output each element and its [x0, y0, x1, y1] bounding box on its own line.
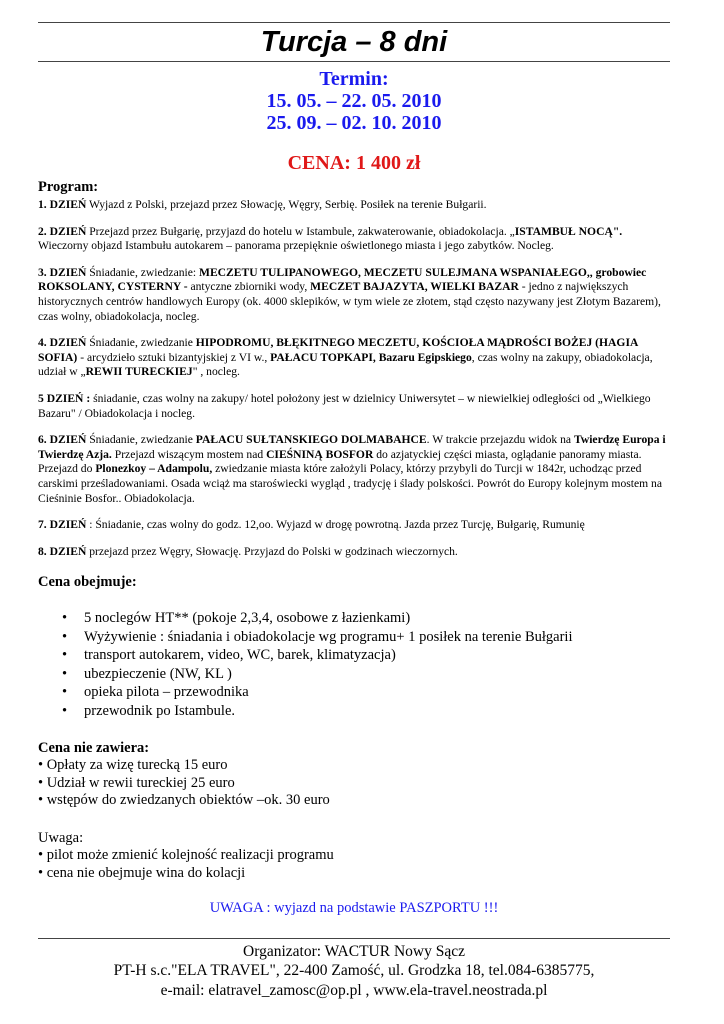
text: " , nocleg.: [192, 365, 240, 379]
program-day: [38, 518, 670, 533]
bullet-icon: •: [62, 684, 68, 701]
text: Przejazd wiszącym mostem nad: [111, 447, 267, 461]
program-day: [38, 545, 670, 560]
text: śniadanie, czas wolny na zakupy/ hotel położony jest w dzielnicy Uniwersytet – w niewielkiej odległości od „Wielkiego Bazaru" / Obiadokolacja i nocleg.: [38, 391, 651, 420]
text: : Śniadanie, czas wolny do godz. 12,oo. Wyjazd w drogę powrotną. Jazda przez Turcję, Bułgarię, Rumunię: [86, 518, 585, 532]
text: Wyjazd z Polski, przejazd przez Słowację, Węgry, Serbię. Posiłek na terenie Bułgarii.: [86, 198, 487, 211]
list-item: • Wyżywienie : śniadania i obiadokolacje wg programu+ 1 posiłek na terenie Bułgarii: [62, 628, 573, 645]
bullet-icon: •: [62, 628, 68, 645]
bold-text: 6. DZIEŃ: [38, 433, 87, 447]
program-day: [38, 336, 670, 380]
bullet-icon: •: [62, 647, 68, 664]
bold-text: REWII TURECKIEJ: [85, 365, 193, 379]
notes-item: • cena nie obejmuje wina do kolacji: [38, 864, 246, 881]
bold-text: 2. DZIEŃ: [38, 224, 87, 238]
list-item: • 5 noclegów HT** (pokoje 2,3,4, osobowe z łazienkami): [62, 610, 411, 627]
program-heading: Program:: [38, 179, 99, 195]
includes-list: [38, 609, 670, 720]
passport-warning: UWAGA : wyjazd na podstawie PASZPORTU !!!: [209, 900, 499, 917]
term-date-2: 25. 09. – 02. 10. 2010: [266, 112, 442, 134]
list-item: • opieka pilota – przewodnika: [62, 684, 249, 701]
list-item: • transport autokarem, video, WC, barek, klimatyzacja): [62, 647, 396, 664]
bullet-icon: •: [62, 702, 68, 719]
bullet-icon: •: [62, 665, 68, 682]
bold-text: PAŁACU SUŁTANSKIEGO DOLMABAHCE: [195, 433, 427, 447]
bold-text: 1. DZIEŃ: [38, 198, 87, 211]
document-page: [38, 22, 670, 1000]
bold-text: ISTAMBUŁ NOCĄ".: [514, 224, 623, 238]
notes-item: • pilot może zmienić kolejność realizacji programu: [38, 847, 334, 864]
text: Śniadanie, zwiedzanie: [86, 433, 196, 447]
footer-address: PT-H s.c."ELA TRAVEL", 22-400 Zamość, ul. Grodzka 18, tel.084-6385775,: [113, 962, 595, 980]
program-days: [38, 198, 670, 559]
program-day: [38, 266, 670, 324]
bold-text: 7. DZIEŃ: [38, 518, 87, 532]
footer-rule: [38, 938, 670, 939]
price: CENA: 1 400 zł: [287, 152, 421, 174]
term-label: Termin:: [319, 68, 389, 90]
page-title: Turcja – 8 dni: [260, 26, 448, 58]
bold-text: MECZET BAJAZYTA, WIELKI BAZAR: [310, 280, 519, 294]
bold-text: 3. DZIEŃ: [38, 265, 87, 279]
bold-text: HIPODROMU, BŁĘKITNEGO MECZETU, KOŚCIOŁA MĄDROŚCI BOŻEJ (HAGIA SOFIA): [38, 336, 638, 364]
list-item: • przewodnik po Istambule.: [62, 702, 236, 719]
title-rule: [38, 61, 670, 62]
notes-heading: Uwaga:: [38, 829, 84, 846]
bold-text: 4. DZIEŃ: [38, 336, 87, 350]
list-item: • ubezpieczenie (NW, KL ): [62, 665, 232, 682]
program-day: [38, 225, 670, 254]
text: antyczne zbiorniki wody,: [187, 280, 311, 294]
bold-text: Plonezkoy – Adampolu,: [95, 462, 213, 476]
text: do azjatyckiej części miasta, oglądanie panoramy miasta. Przejazd do: [38, 447, 642, 476]
bold-text: 8. DZIEŃ: [38, 544, 87, 558]
text: Śniadanie, zwiedzanie: [86, 336, 196, 350]
text: - arcydzieło sztuki bizantyjskiej z VI w.,: [77, 350, 271, 364]
excludes-item: • Opłaty za wizę turecką 15 euro: [38, 757, 228, 774]
bold-text: Twierdzę Europa i Twierdzę Azja.: [38, 433, 666, 461]
includes-heading: Cena obejmuje:: [38, 574, 137, 591]
text: . W trakcie przejazdu widok na: [426, 433, 574, 447]
program-day: [38, 433, 670, 506]
text: Wieczorny objazd Istambułu autokarem – panorama przepięknie oświetlonego miasta i jego zabytków. Nocleg.: [38, 239, 554, 253]
program-day: [38, 198, 670, 213]
text: , czas wolny na zakupy, obiadokolacja, udział w „: [38, 350, 653, 379]
bold-text: CIEŚNINĄ BOSFOR: [266, 447, 374, 461]
text: - jedno z największych historycznych centrów handlowych Europy (ok. 4000 sklepików, w tym wiele ze złotem, stąd często nazywany jest Złotym Bazarem), czas wolny, obiadokolacja, nocleg.: [38, 280, 661, 323]
bold-text: MECZETU TULIPANOWEGO, MECZETU SULEJMANA WSPANIAŁEGO,, grobowiec ROKSOLANY, CYSTERNY -: [38, 265, 647, 294]
footer-contact: e-mail: elatravel_zamosc@op.pl , www.ela-travel.neostrada.pl: [160, 981, 548, 999]
bold-text: 5 DZIEŃ :: [38, 391, 91, 405]
text: Śniadanie, zwiedzanie:: [86, 265, 199, 279]
term-date-1: 15. 05. – 22. 05. 2010: [266, 90, 442, 112]
bold-text: PAŁACU TOPKAPI, Bazaru Egipskiego: [270, 350, 472, 364]
text: Przejazd przez Bułgarię, przyjazd do hotelu w Istambule, zakwaterowanie, obiadokolacja. „: [86, 224, 515, 238]
bullet-icon: •: [62, 610, 68, 627]
top-rule: [38, 22, 670, 23]
excludes-item: • wstępów do zwiedzanych obiektów –ok. 30 euro: [38, 792, 330, 809]
excludes-item: • Udział w rewii tureckiej 25 euro: [38, 774, 235, 791]
footer-organizer: Organizator: WACTUR Nowy Sącz: [243, 942, 465, 960]
excludes-heading: Cena nie zawiera:: [38, 740, 150, 757]
text: zwiedzanie miasta które założyli Polacy, którzy przybyli do Turcji w 1842r, uchodząc przed carskimi prześladowaniami. Osada wciąż ma staroświecki wygląd , tradycję i ślady polskości. Powrót do Europy kolejnym mostem na Cieśninie Bosfor.. Obiadokolacja.: [38, 462, 662, 505]
program-day: [38, 392, 670, 421]
text: przejazd przez Węgry, Słowację. Przyjazd do Polski w godzinach wieczornych.: [86, 544, 458, 558]
